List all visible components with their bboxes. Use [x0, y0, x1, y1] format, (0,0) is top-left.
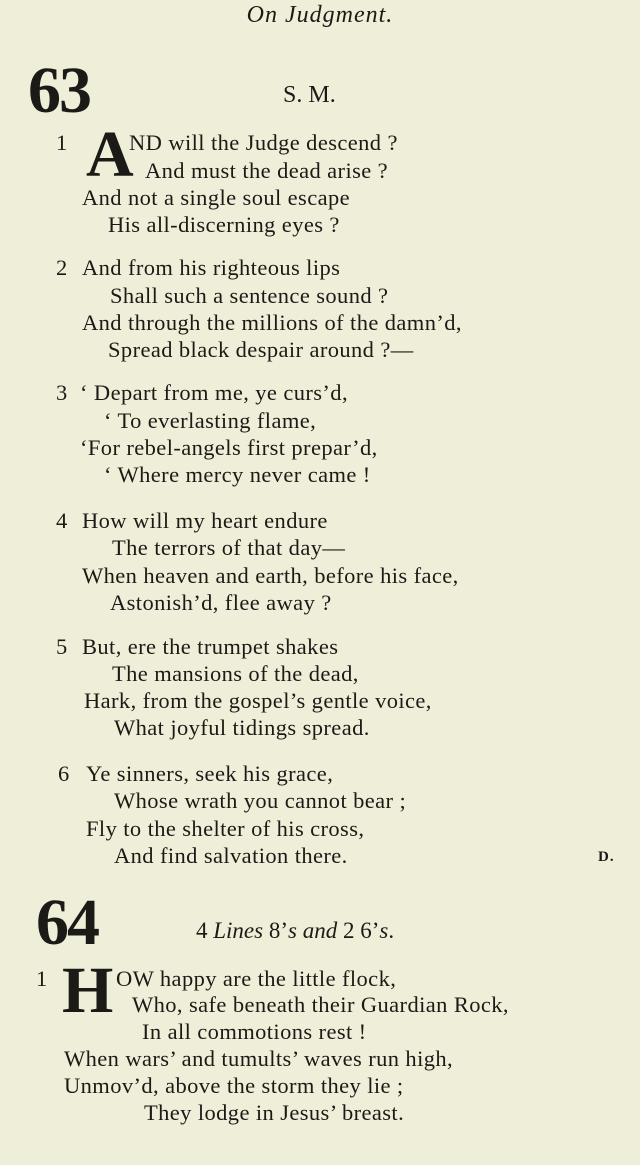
meter-part: s: [288, 918, 297, 943]
author-signature: D.: [598, 849, 615, 865]
meter-part: s: [379, 918, 389, 943]
verse-number: 2: [56, 255, 68, 280]
drop-cap: H: [62, 954, 114, 1027]
verse-number: 1: [56, 130, 68, 155]
hymn-number: 63: [28, 54, 90, 127]
meter-part: 8’: [263, 918, 289, 943]
verse-line: In all commotions rest !: [142, 1019, 367, 1044]
verse-number: 1: [36, 966, 48, 991]
verse-line: The terrors of that day—: [112, 535, 346, 560]
verse-line: And not a single soul escape: [82, 185, 351, 210]
verse-line: ‘ Depart from me, ye curs’d,: [80, 380, 348, 405]
verse-line: And from his righteous lips: [82, 255, 341, 280]
verse-line: And find salvation there.: [114, 843, 348, 868]
verse-line: When wars’ and tumults’ waves run high,: [64, 1046, 454, 1071]
verse-line: Unmov’d, above the storm they lie ;: [64, 1073, 404, 1098]
verse-line: Astonish’d, flee away ?: [110, 590, 332, 615]
meter-part: 4: [196, 918, 214, 943]
verse-number: 6: [58, 761, 70, 786]
hymn-number: 64: [36, 886, 98, 959]
verse-line: OW happy are the little flock,: [116, 966, 397, 991]
verse-number: 5: [56, 634, 68, 659]
verse-line: Spread black despair around ?—: [108, 337, 414, 362]
verse-line: How will my heart endure: [82, 508, 328, 533]
meter-part: Lines: [213, 918, 264, 943]
verse-line: ‘ Where mercy never came !: [104, 462, 371, 487]
verse-line: The mansions of the dead,: [112, 661, 359, 686]
verse-number: 4: [56, 508, 68, 533]
meter-part: .: [388, 918, 395, 943]
meter-part: 2 6’: [337, 918, 380, 943]
verse-line: Who, safe beneath their Guardian Rock,: [132, 992, 509, 1017]
verse-line: But, ere the trumpet shakes: [82, 634, 339, 659]
verse-line: And through the millions of the damn’d,: [82, 310, 462, 335]
meter-part: and: [302, 918, 338, 943]
verse-number: 3: [56, 380, 68, 405]
verse-line: Hark, from the gospel’s gentle voice,: [84, 688, 432, 713]
verse-line: And must the dead arise ?: [145, 158, 389, 183]
verse-line: ND will the Judge descend ?: [129, 130, 398, 155]
verse-line: His all-discerning eyes ?: [108, 212, 340, 237]
verse-line: Ye sinners, seek his grace,: [86, 761, 334, 786]
verse-line: They lodge in Jesus’ breast.: [144, 1100, 405, 1125]
drop-cap: A: [86, 118, 134, 191]
verse-line: What joyful tidings spread.: [114, 715, 370, 740]
hymn-meter: S. M.: [283, 82, 336, 108]
verse-line: Fly to the shelter of his cross,: [86, 816, 365, 841]
verse-line: Whose wrath you cannot bear ;: [114, 788, 407, 813]
verse-line: ‘For rebel-angels first prepar’d,: [80, 435, 378, 460]
verse-line: Shall such a sentence sound ?: [110, 283, 389, 308]
verse-line: When heaven and earth, before his face,: [82, 563, 459, 588]
hymn-meter: [196, 918, 394, 944]
running-head: On Judgment.: [246, 2, 394, 28]
verse-line: ‘ To everlasting flame,: [104, 408, 317, 433]
